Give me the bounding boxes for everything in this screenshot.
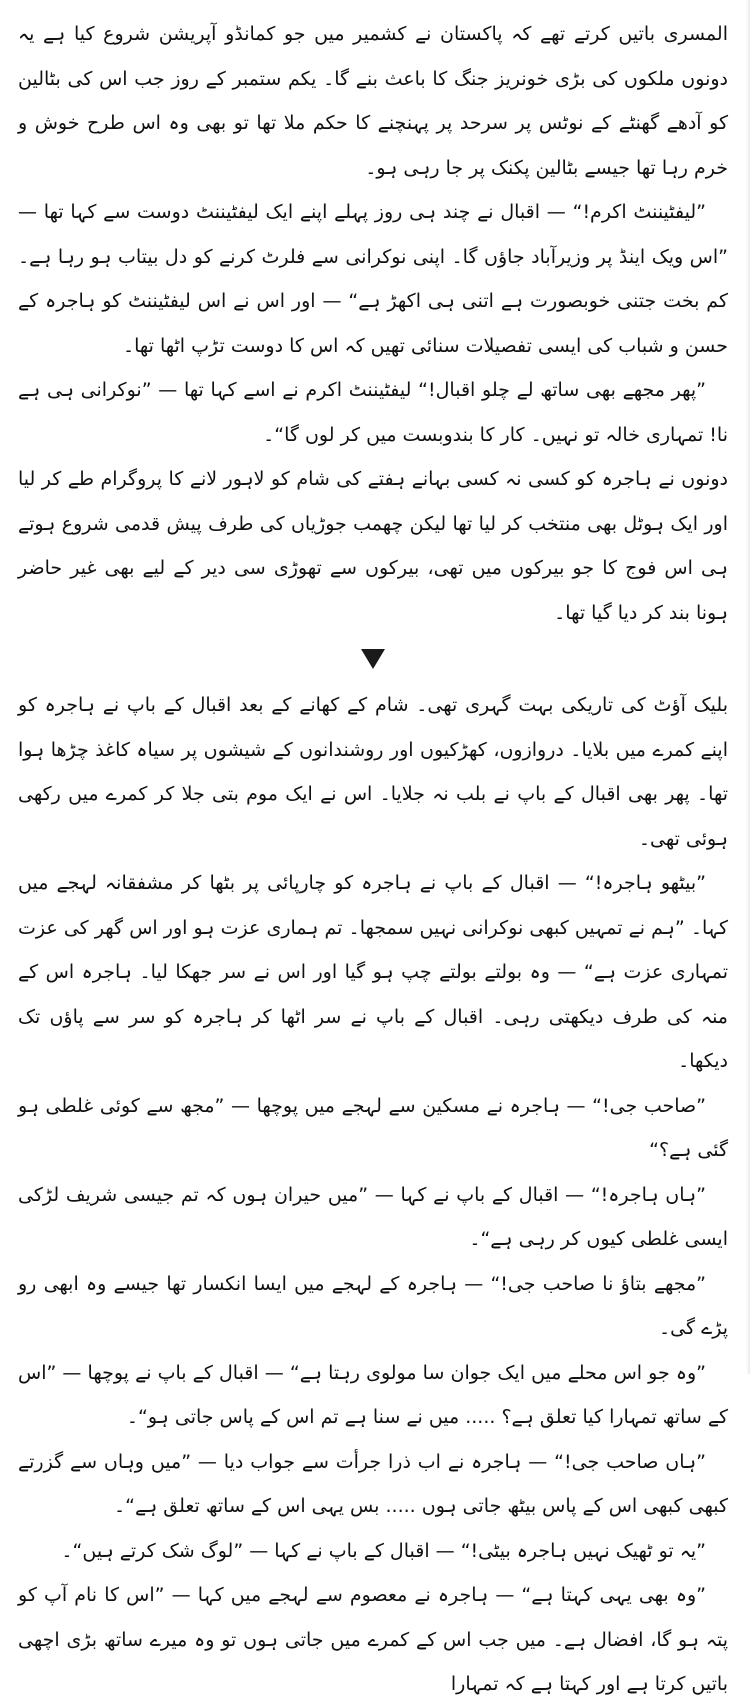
paragraph: ”مجھے بتاؤ نا صاحب جی!“ — ہاجرہ کے لہجے میں ایسا انکسار تھا جیسے وہ ابھی رو پڑے گی۔ xyxy=(18,1272,728,1339)
down-triangle-icon xyxy=(360,648,386,670)
paragraph: ”یہ تو ٹھیک نہیں ہاجرہ بیٹی!“ — اقبال کے باپ نے کہا — ”لوگ شک کرتے ہیں“۔ xyxy=(61,1539,706,1562)
paragraph: ”وہ بھی یہی کہتا ہے“ — ہاجرہ نے معصوم سے لہجے میں کہا — ”اس کا نام آپ کو پتہ ہو گا، افضال ہے۔ میں جب اس کے کمرے میں جاتی ہوں تو وہ میرے ساتھ بڑی اچھی باتیں کرتا ہے اور کہتا ہے کہ تمہارا xyxy=(18,1584,728,1695)
paragraph: ”لیفٹیننٹ اکرم!“ — اقبال نے چند ہی روز پہلے اپنے ایک لیفٹیننٹ دوست سے کہا تھا — ”اس ویک اینڈ پر وزیرآباد جاؤں گا۔ اپنی نوکرانی سے فلرٹ کرنے کو دل بیتاب ہو رہا ہے۔ کم بخت جتنی خوبصورت ہے اتنی ہی اکھڑ ہے“ — اور اس نے اس لیفٹیننٹ کو ہاجرہ کے حسن و شباب کی ایسی تفصیلات سنائی تھیں کہ اس کا دوست تڑپ اٹھا تھا۔ xyxy=(18,201,728,357)
section-one xyxy=(18,12,728,635)
paragraph: دونوں نے ہاجرہ کو کسی نہ کسی بہانے ہفتے کی شام کو لاہور لانے کا پروگرام طے کر لیا اور ایک ہوٹل بھی منتخب کر لیا تھا لیکن چھمب جوڑیاں کی طرف پیش قدمی شروع ہوتے ہی اس فوج کا جو بیرکوں میں تھی، بیرکوں سے تھوڑی سی دیر کے لیے بھی غیر حاضر ہونا بند کر دیا گیا تھا۔ xyxy=(18,468,728,624)
scan-edge-shadow xyxy=(746,0,750,1374)
section-separator xyxy=(18,635,728,683)
paragraph: ”پھر مجھے بھی ساتھ لے چلو اقبال!“ لیفٹیننٹ اکرم نے اسے کہا تھا — ”نوکرانی ہی ہے نا! تمہاری خالہ تو نہیں۔ کار کا بندوبست میں کر لوں گا“۔ xyxy=(18,379,728,446)
paragraph: ”صاحب جی!“ — ہاجرہ نے مسکین سے لہجے میں پوچھا — ”مجھ سے کوئی غلطی ہو گئی ہے؟“ xyxy=(18,1094,728,1161)
paragraph: بلیک آؤٹ کی تاریکی بہت گہری تھی۔ شام کے کھانے کے بعد اقبال کے باپ نے ہاجرہ کو اپنے کمرے میں بلایا۔ دروازوں، کھڑکیوں اور روشندانوں کے شیشوں پر سیاہ کاغذ چڑھا ہوا تھا۔ پھر بھی اقبال کے باپ نے بلب نہ جلایا۔ اس نے ایک موم بتی جلا کر کمرے میں رکھی ہوئی تھی۔ xyxy=(18,694,728,850)
section-two xyxy=(18,683,728,1707)
paragraph: المسری باتیں کرتے تھے کہ پاکستان نے کشمیر میں جو کمانڈو آپریشن شروع کیا ہے یہ دونوں ملکوں کی بڑی خونریز جنگ کا باعث بنے گا۔ یکم ستمبر کے روز جب اس کی بٹالین کو آدھے گھنٹے کے نوٹس پر سرحد پر پہنچنے کا حکم ملا تھا تو بھی وہ اس طرح خوش و خرم رہا تھا جیسے بٹالین پکنک پر جا رہی ہو۔ xyxy=(18,23,728,179)
paragraph: ”ہاں ہاجرہ!“ — اقبال کے باپ نے کہا — ”میں حیران ہوں کہ تم جیسی شریف لڑکی ایسی غلطی کیوں کر رہی ہے“۔ xyxy=(18,1183,728,1250)
paragraph: ”وہ جو اس محلے میں ایک جوان سا مولوی رہتا ہے“ — اقبال کے باپ نے پوچھا — ”اس کے ساتھ تمہارا کیا تعلق ہے؟ ..... میں نے سنا ہے تم اس کے پاس جاتی ہو“۔ xyxy=(18,1361,728,1428)
paragraph: ”بیٹھو ہاجرہ!“ — اقبال کے باپ نے ہاجرہ کو چارپائی پر بٹھا کر مشفقانہ لہجے میں کہا۔ ”ہم نے تمہیں کبھی نوکرانی نہیں سمجھا۔ تم ہماری عزت ہو اور اس گھر کی عزت تمہاری عزت ہے“ — وہ بولتے بولتے چپ ہو گیا اور اس نے سر جھکا لیا۔ ہاجرہ اس کے منہ کی طرف دیکھتی رہی۔ اقبال کے باپ نے سر اٹھا کر ہاجرہ کو سر سے پاؤں تک دیکھا۔ xyxy=(18,872,728,1072)
paragraph: ”ہاں صاحب جی!“ — ہاجرہ نے اب ذرا جرأت سے جواب دیا — ”میں وہاں سے گزرتے کبھی کبھی اس کے پاس بیٹھ جاتی ہوں ..... بس یہی اس کے ساتھ تعلق ہے“۔ xyxy=(18,1450,728,1517)
